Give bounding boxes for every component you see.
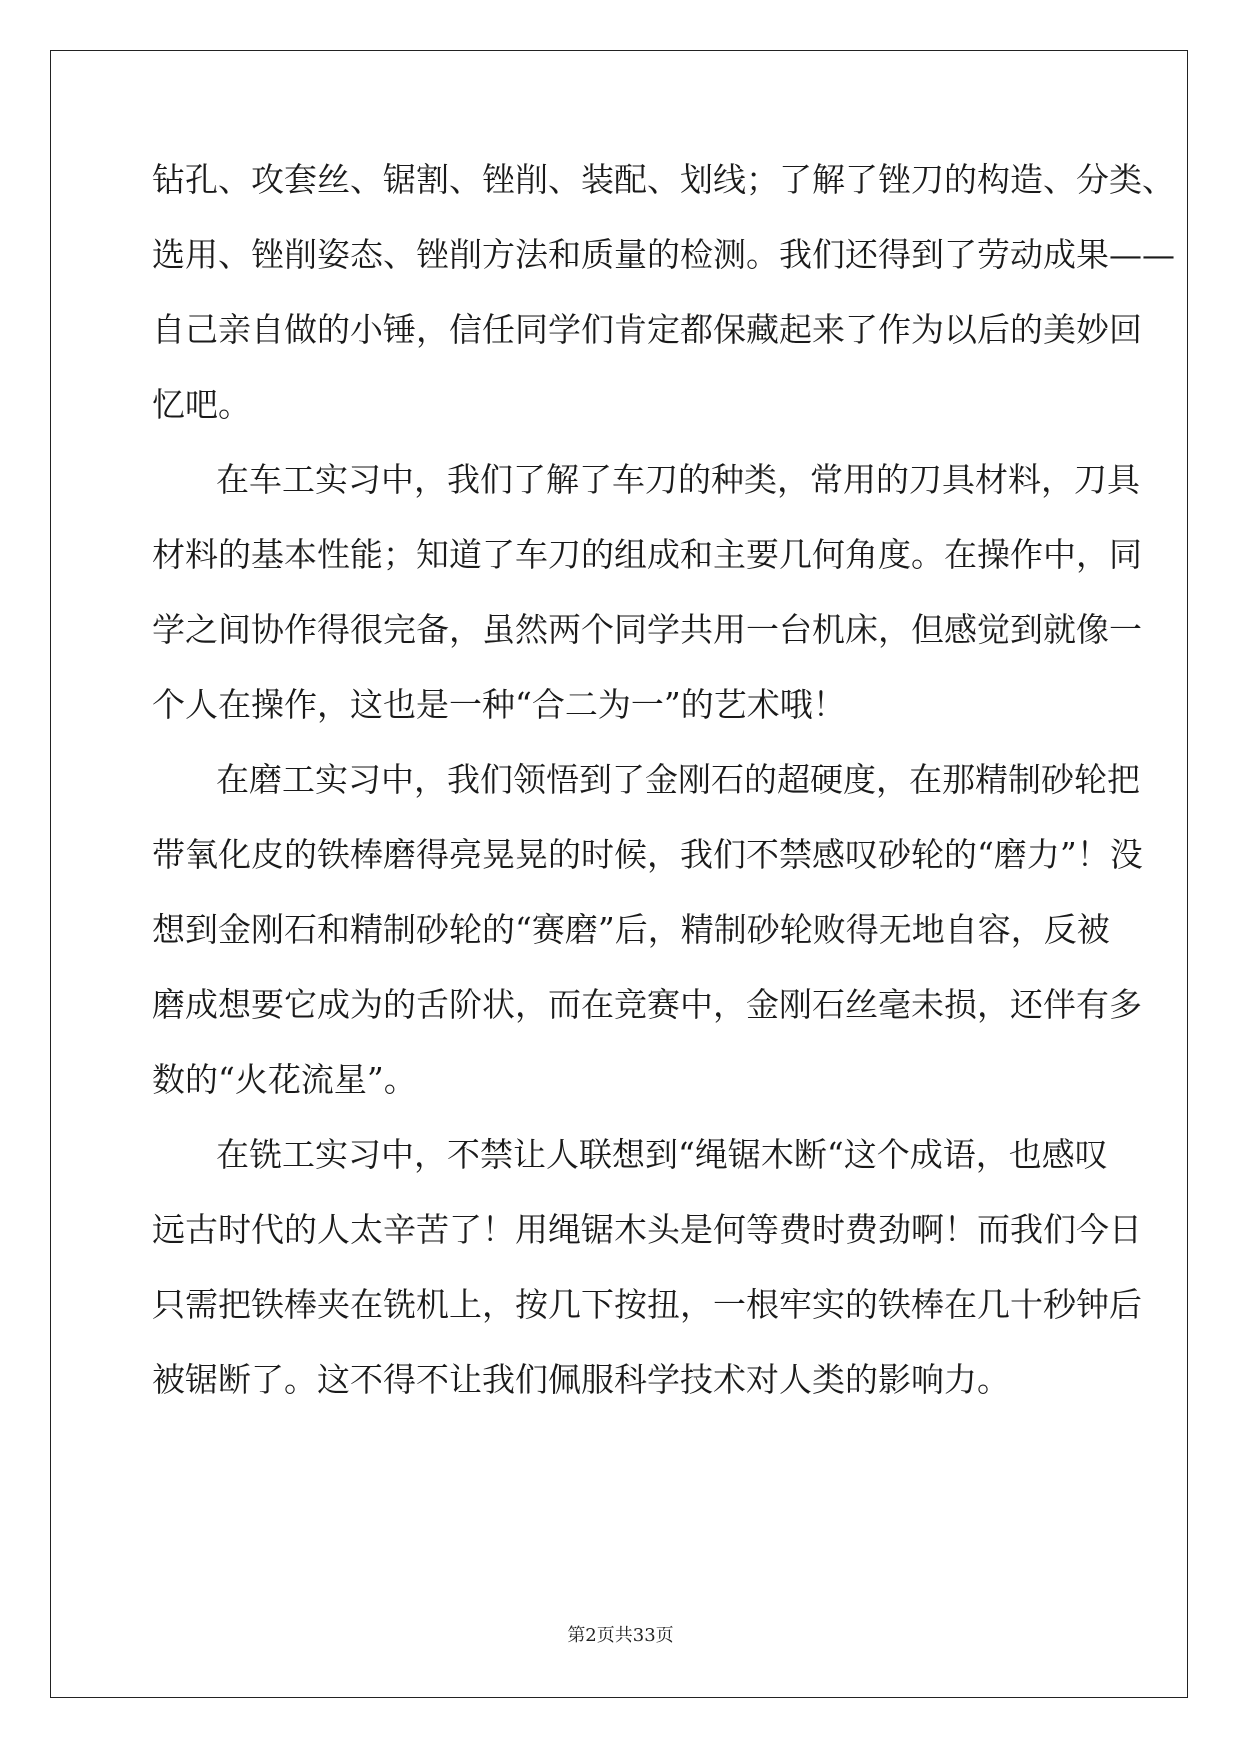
text-line: 想到金刚石和精制砂轮的“赛磨”后，精制砂轮败得无地自容，反被 xyxy=(152,910,1110,949)
paragraph-first-line: 在铣工实习中，不禁让人联想到“绳锯木断“这个成语，也感叹 xyxy=(216,1135,1108,1174)
text-line: 个人在操作，这也是一种“合二为一”的艺术哦！ xyxy=(152,685,846,724)
text-line: 材料的基本性能；知道了车刀的组成和主要几何角度。在操作中，同 xyxy=(152,535,1142,574)
text-line: 自己亲自做的小锤，信任同学们肯定都保藏起来了作为以后的美妙回 xyxy=(152,310,1142,349)
text-line: 学之间协作得很完备，虽然两个同学共用一台机床，但感觉到就像一 xyxy=(152,610,1142,649)
page-number: 第2页 xyxy=(567,1625,615,1646)
text-line: 磨成想要它成为的舌阶状，而在竞赛中，金刚石丝毫未损，还伴有多 xyxy=(152,985,1142,1024)
text-line: 只需把铁棒夹在铣机上，按几下按扭，一根牢实的铁棒在几十秒钟后 xyxy=(152,1285,1142,1324)
text-line: 忆吧。 xyxy=(152,385,251,424)
page-total: 共33页 xyxy=(614,1625,674,1646)
text-line: 远古时代的人太辛苦了！用绳锯木头是何等费时费劲啊！而我们今日 xyxy=(152,1210,1142,1249)
page-footer xyxy=(0,1624,1241,1648)
text-line: 被锯断了。这不得不让我们佩服科学技术对人类的影响力。 xyxy=(152,1360,1010,1399)
paragraph-first-line: 在磨工实习中，我们领悟到了金刚石的超硬度，在那精制砂轮把 xyxy=(216,760,1140,799)
text-line: 带氧化皮的铁棒磨得亮晃晃的时候，我们不禁感叹砂轮的“磨力”！没 xyxy=(152,835,1143,874)
paragraph-first-line: 在车工实习中，我们了解了车刀的种类，常用的刀具材料，刀具 xyxy=(216,460,1140,499)
text-line: 钻孔、攻套丝、锯割、锉削、装配、划线；了解了锉刀的构造、分类、 xyxy=(152,160,1175,199)
text-line: 数的“火花流星”。 xyxy=(152,1060,417,1099)
text-line: 选用、锉削姿态、锉削方法和质量的检测。我们还得到了劳动成果—— xyxy=(152,235,1175,274)
